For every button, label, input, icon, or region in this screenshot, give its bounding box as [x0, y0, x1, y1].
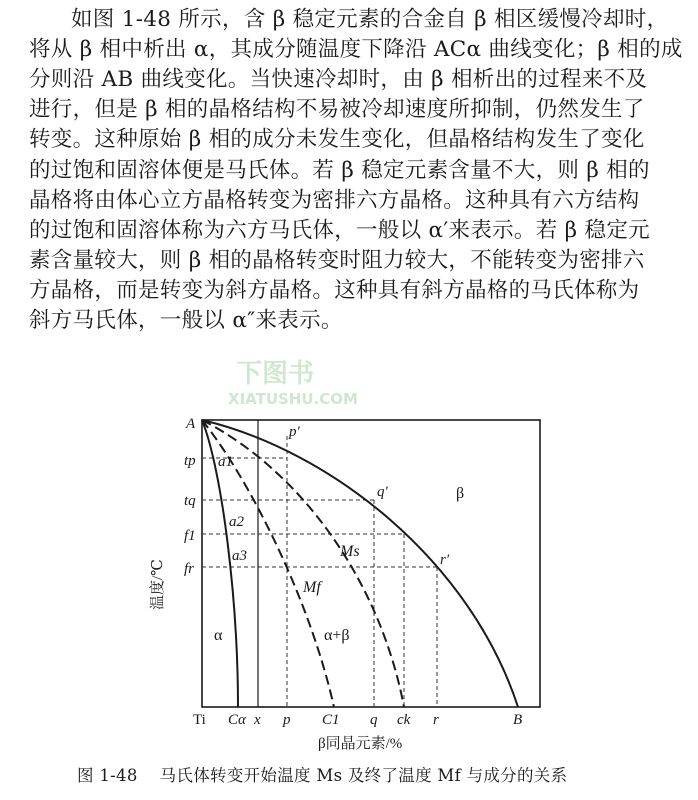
y-tick-label: fr [184, 561, 195, 577]
point-label: a3 [232, 548, 247, 564]
figure-caption [77, 762, 637, 786]
curve-AB [202, 420, 518, 707]
chart-frame [202, 420, 540, 707]
x-tick-label: C1 [322, 712, 340, 728]
curve-label-Ms: Ms [340, 543, 360, 560]
paragraph-line: 如图 1-48 所示，含 β 稳定元素的合金自 β 相区缓慢冷却时， [71, 7, 669, 32]
x-tick-label: Ti [193, 712, 206, 728]
x-tick-label: ck [397, 712, 411, 728]
paragraph-line: 分则沿 AB 曲线变化。当快速冷却时，由 β 相析出的过程来不及 [29, 67, 648, 92]
paragraph-line: 方晶格，而是转变为斜方晶格。这种具有斜方晶格的马氏体称为 [29, 278, 640, 303]
y-tick-label: tq [184, 493, 196, 509]
point-label: a1 [218, 454, 233, 470]
y-tick-label: A [186, 416, 196, 432]
paragraph-line: 转变。这种原始 β 相的成分未发生变化，但晶格结构发生了变化 [29, 127, 645, 152]
point-label: p′ [289, 424, 300, 440]
x-tick-label: q [370, 712, 378, 728]
paragraph-line: 的过饱和固溶体便是马氏体。若 β 稳定元素含量不大，则 β 相的 [29, 158, 650, 183]
watermark-text: 下图书 [236, 359, 315, 389]
x-tick-label: B [513, 712, 523, 728]
y-axis-title: 温度/℃ [150, 559, 166, 610]
point-label: a2 [229, 514, 244, 530]
region-label-alpha-beta: α+β [324, 627, 350, 644]
x-tick-label: x [254, 712, 261, 728]
region-label-alpha: α [214, 627, 223, 644]
y-tick-label: f1 [184, 528, 196, 544]
y-tick-label: tp [184, 453, 196, 469]
x-tick-label: p [283, 712, 291, 728]
curve-label-Mf: Mf [303, 579, 321, 596]
region-label-beta: β [456, 485, 465, 502]
watermark-url: XIATUSHU.COM [228, 390, 358, 408]
paragraph-line: 素含量较大，则 β 相的晶格转变时阻力较大，不能转变为密排六 [29, 248, 645, 273]
paragraph-line: 晶格将由体心立方晶格转变为密排六方晶格。这种具有六方结构 [29, 188, 640, 213]
point-label: r′ [440, 552, 450, 568]
x-axis-title: β同晶元素/% [318, 736, 403, 752]
x-tick-label: Cα [228, 712, 246, 728]
point-label: q′ [377, 484, 388, 500]
paragraph-line: 进行，但是 β 相的晶格结构不易被冷却速度所抑制，仍然发生了 [29, 97, 645, 122]
caption-text: 马氏体转变开始温度 Ms 及终了温度 Mf 与成分的关系 [159, 766, 568, 785]
paragraph-line: 将从 β 相中析出 α，其成分随温度下降沿 ACα 曲线变化；β 相的成 [29, 37, 683, 62]
paragraph-line: 的过饱和固溶体称为六方马氏体，一般以 α′来表示。若 β 稳定元 [29, 218, 650, 243]
x-tick-label: r [433, 712, 439, 728]
paragraph-line: 斜方马氏体，一般以 α″来表示。 [29, 308, 343, 333]
caption-label: 图 1-48 [77, 766, 138, 785]
